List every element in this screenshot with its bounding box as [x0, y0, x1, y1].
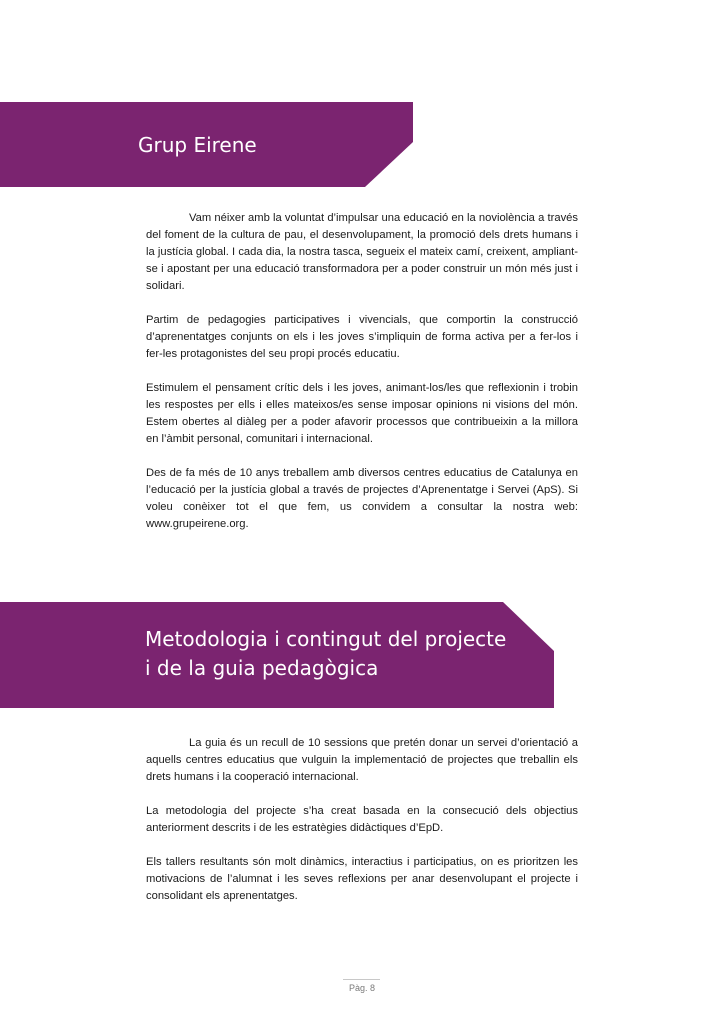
paragraph: La metodologia del projecte s’ha creat basada en la consecució dels objectius anteriorment descrits i de les estratègies didàctiques d’EpD. [146, 805, 578, 834]
paragraph: La guia és un recull de 10 sessions que pretén donar un servei d’orientació a aquells centres educatius que vulguin la implementació de projectes que treballin els drets humans i la cooperació internacional. [146, 737, 578, 783]
paragraph: Vam néixer amb la voluntat d’impulsar una educació en la noviolència a través del foment de la cultura de pau, el desenvolupament, la promoció dels drets humans i la justícia global. I cada dia, la nostra tasca, segueix el mateix camí, creixent, ampliant-se i apostant per una educació transformadora per a poder construir un món més just i solidari. [146, 212, 578, 292]
section-title: Grup Eirene [138, 133, 257, 157]
page-number: Pàg. 8 [348, 983, 376, 993]
paragraph: Els tallers resultants són molt dinàmics, interactius i participatius, on es prioritzen les motivacions de l’alumnat i les seves reflexions per anar desenvolupant el projecte i consolidant els aprenentatges. [146, 856, 578, 902]
section-banner-metodologia [0, 602, 554, 708]
section-title [145, 625, 506, 683]
paragraph: Des de fa més de 10 anys treballem amb diversos centres educatius de Catalunya en l’educació per la justícia global a través de projectes d’Aprenentatge i Servei (ApS). Si voleu conèixer tot el que fem, us convidem a consultar la nostra web: www.grupeirene.org. [146, 467, 578, 530]
section-title-line: i de la guia pedagògica [145, 656, 379, 680]
section-title-line: Metodologia i contingut del projecte [145, 627, 507, 651]
section-body-metodologia [146, 735, 578, 922]
section-body-grup-eirene [146, 210, 578, 550]
section-banner-grup-eirene [0, 102, 413, 187]
paragraph: Partim de pedagogies participatives i vivencials, que comportin la construcció d’aprenentatges conjunts on els i les joves s’impliquin de forma activa per a fer-los i fer-les protagonistes del seu propi procés educatiu. [146, 314, 578, 360]
footer-divider [343, 979, 380, 980]
paragraph: Estimulem el pensament crític dels i les joves, animant-los/les que reflexionin i trobin les respostes per ells i elles mateixos/es sense imposar opinions ni visions del món. Estem obertes al diàleg per a poder afavorir processos que contribueixin a la millora en l’àmbit personal, comunitari i internacional. [146, 382, 578, 445]
